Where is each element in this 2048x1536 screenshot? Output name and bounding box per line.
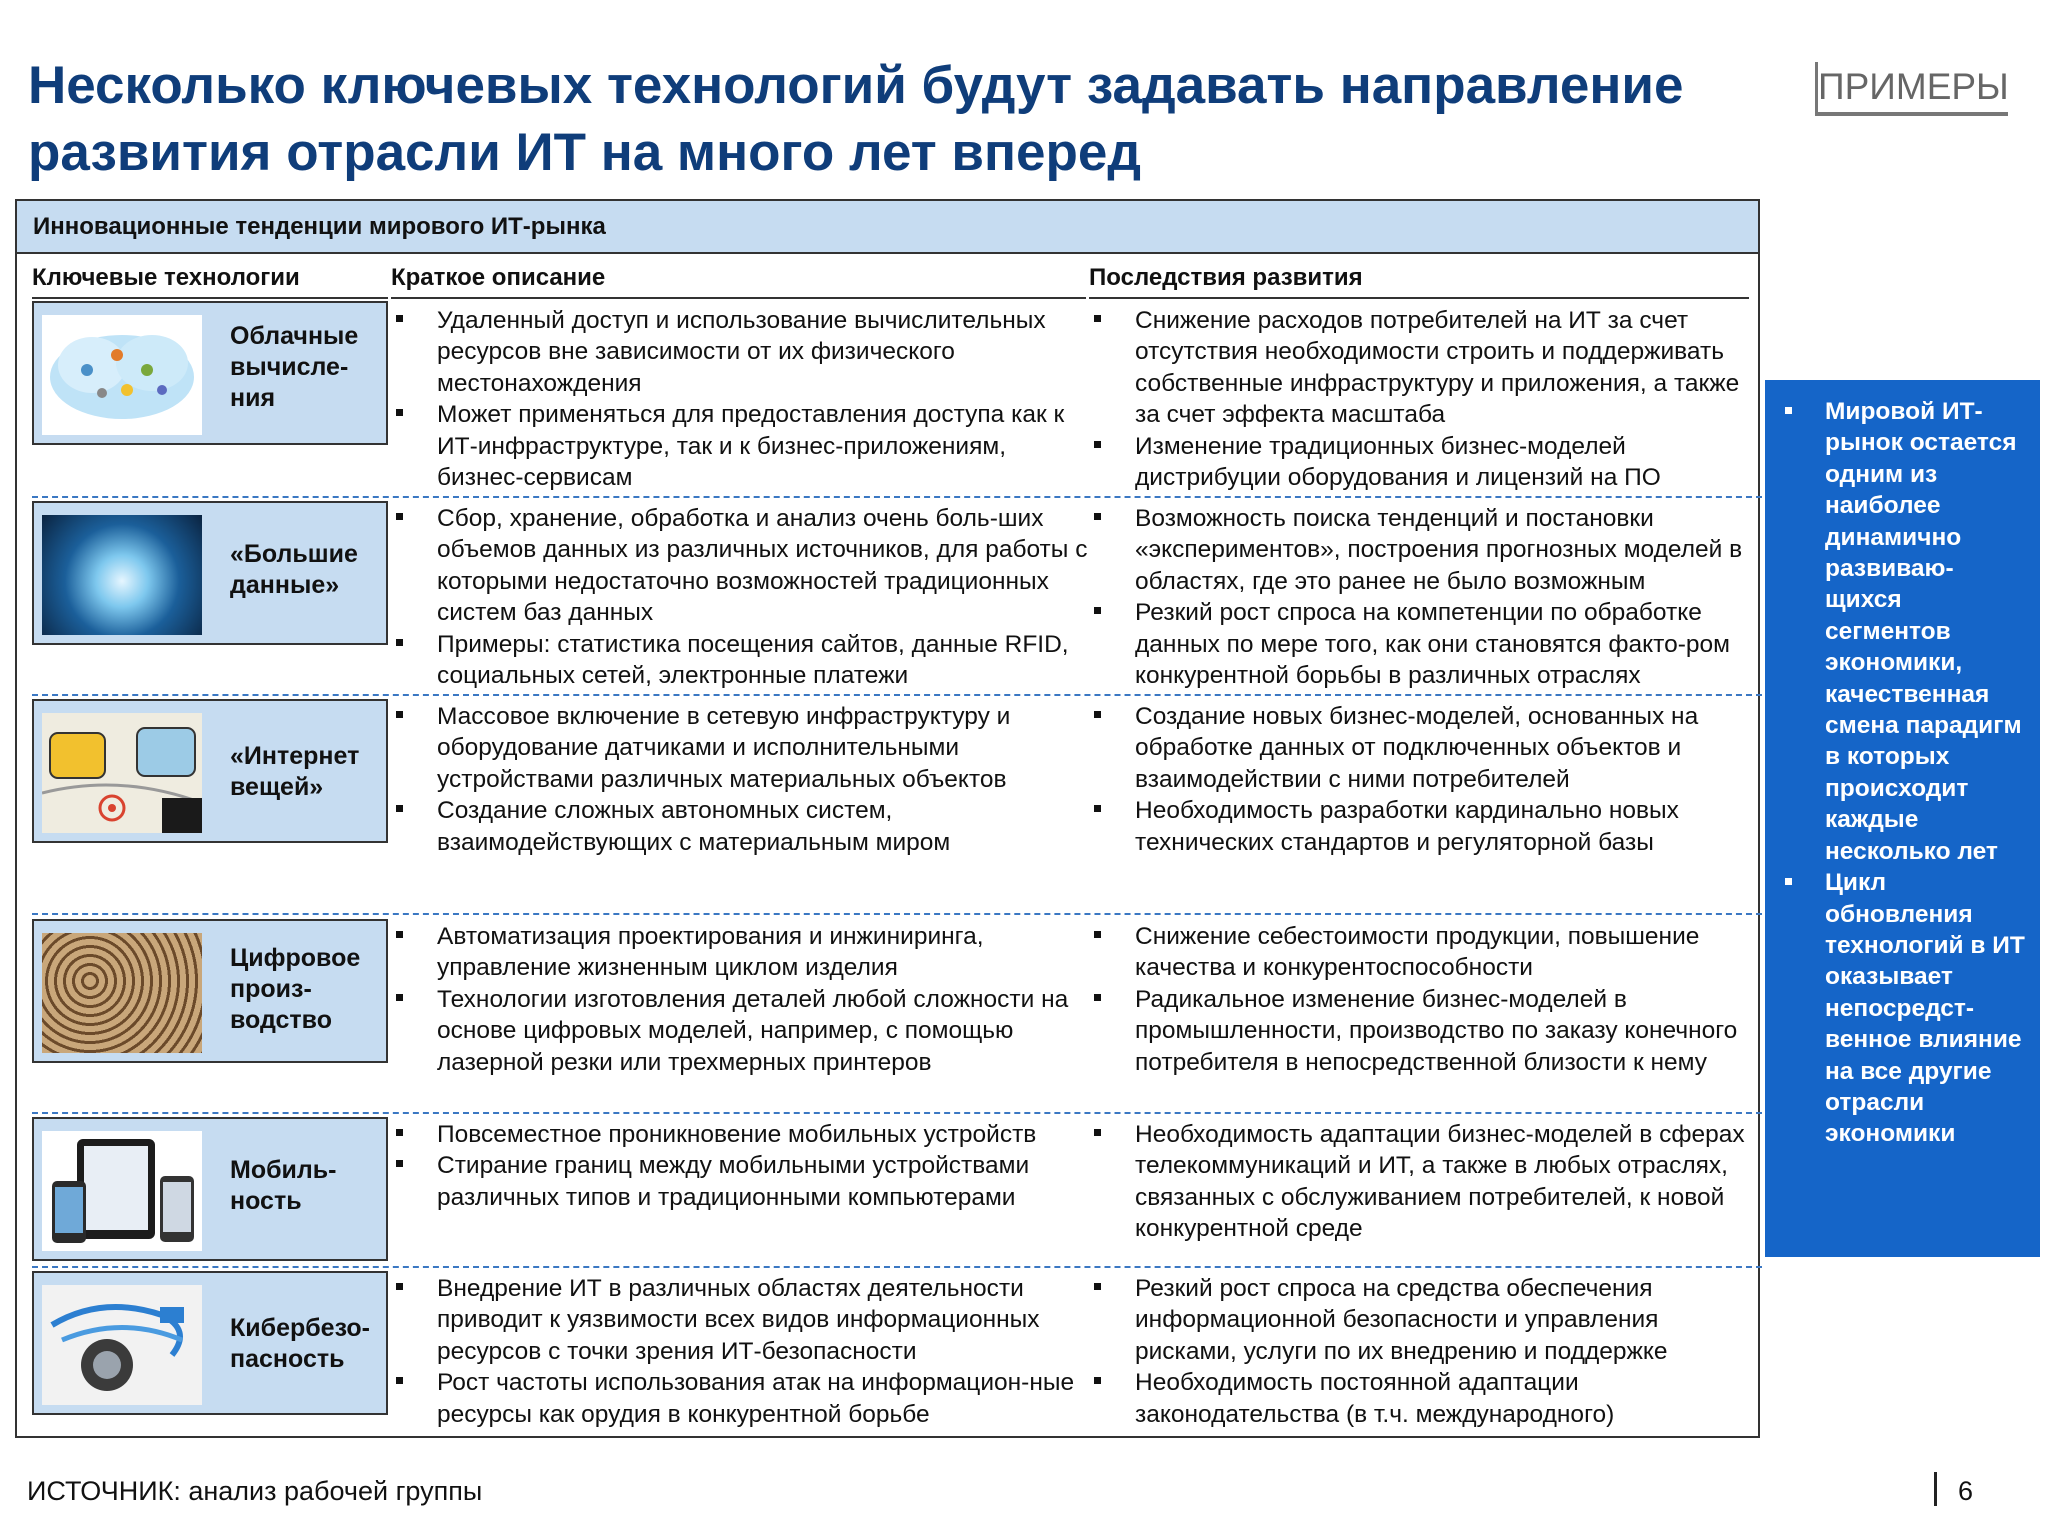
- page-divider: [1934, 1472, 1937, 1506]
- list-item: Стирание границ между мобильными устройствами различных типов и традиционными компьютерами: [392, 1150, 1092, 1213]
- row-separator: [32, 694, 1762, 696]
- tech-card-iot: [32, 699, 388, 843]
- consequences-big-data: [1090, 503, 1762, 691]
- list-item: Резкий рост спроса на средства обеспечения информационной безопасности и управления рисками, услуги по их внедрению и поддержке: [1090, 1273, 1760, 1367]
- list-item: Цикл обновления технологий в ИТ оказывает непосредст-венное влияние на все другие отрасли экономики: [1765, 867, 2030, 1150]
- consequences-iot: [1090, 701, 1760, 858]
- list-item: Радикальное изменение бизнес-моделей в промышленности, производство по заказу конечного потребителя в непосредственной близости к нему: [1090, 984, 1760, 1078]
- list-item: Повсеместное проникновение мобильных устройств: [392, 1119, 1092, 1150]
- description-digital-manufacturing: [392, 921, 1092, 1078]
- page-title: Несколько ключевых технологий будут задавать направление развития отрасли ИТ на много лет вперед: [28, 56, 1684, 182]
- page-number: 6: [1958, 1476, 1974, 1506]
- column-header-consequences: Последствия развития: [1089, 263, 1749, 299]
- tech-name-digital-manufacturing: Цифровое произ-водство: [230, 944, 361, 1034]
- mobility-image: [42, 1131, 202, 1251]
- tech-name-big-data: «Большие данные»: [230, 540, 358, 599]
- tech-card-mobility: [32, 1117, 388, 1261]
- row-separator: [32, 913, 1762, 915]
- list-item: Снижение себестоимости продукции, повышение качества и конкурентоспособности: [1090, 921, 1760, 984]
- row-separator: [32, 496, 1762, 498]
- list-item: Изменение традиционных бизнес-моделей дистрибуции оборудования и лицензий на ПО: [1090, 431, 1760, 494]
- tech-card-cybersecurity: [32, 1271, 388, 1415]
- description-big-data: [392, 503, 1092, 691]
- description-cloud: [392, 305, 1092, 493]
- list-item: Технологии изготовления деталей любой сложности на основе цифровых моделей, например, с помощью лазерной резки или трехмерных принтеров: [392, 984, 1092, 1078]
- list-item: Создание новых бизнес-моделей, основанных на обработке данных от подключенных объектов и взаимодействии с ними потребителей: [1090, 701, 1760, 795]
- row-separator: [32, 1112, 1762, 1114]
- tech-name-mobility: Мобиль-ность: [230, 1156, 337, 1215]
- list-item: Рост частоты использования атак на информацион-ные ресурсы как орудия в конкурентной борьбе: [392, 1367, 1102, 1430]
- list-item: Удаленный доступ и использование вычислительных ресурсов вне зависимости от их физического местонахождения: [392, 305, 1092, 399]
- list-item: Создание сложных автономных систем, взаимодействующих с материальным миром: [392, 795, 1092, 858]
- description-mobility: [392, 1119, 1092, 1213]
- list-item: Может применяться для предоставления доступа как к ИТ-инфраструктуре, так и к бизнес-приложениям, бизнес-сервисам: [392, 399, 1092, 493]
- list-item: Примеры: статистика посещения сайтов, данные RFID, социальных сетей, электронные платежи: [392, 629, 1092, 692]
- list-item: Необходимость постоянной адаптации законодательства (в т.ч. международного): [1090, 1367, 1760, 1430]
- description-cybersecurity: [392, 1273, 1102, 1430]
- internet-of-things-image: [42, 713, 202, 833]
- trends-table: [15, 199, 1760, 1438]
- list-item: Мировой ИТ-рынок остается одним из наиболее динамично развиваю-щихся сегментов экономики, качественная смена парадигм в которых происходит каждые несколько лет: [1765, 396, 2030, 867]
- tech-name-cloud: Облачные вычисле-ния: [230, 322, 359, 412]
- key-takeaways-panel: [1765, 380, 2040, 1257]
- list-item: Автоматизация проектирования и инжиниринга, управление жизненным циклом изделия: [392, 921, 1092, 984]
- description-iot: [392, 701, 1092, 858]
- source-note: ИСТОЧНИК: анализ рабочей группы: [27, 1476, 483, 1506]
- list-item: Массовое включение в сетевую инфраструктуру и оборудование датчиками и исполнительными устройствами различных материальных объектов: [392, 701, 1092, 795]
- big-data-image: [42, 515, 202, 635]
- tech-name-iot: «Интернет вещей»: [230, 742, 360, 801]
- column-header-technologies: Ключевые технологии: [32, 263, 388, 299]
- cloud-computing-image: [42, 315, 202, 435]
- list-item: Сбор, хранение, обработка и анализ очень боль-ших объемов данных из различных источников, для работы с которыми недостаточно возможностей традиционных систем баз данных: [392, 503, 1092, 629]
- column-header-description: Краткое описание: [391, 263, 1086, 299]
- tech-card-big-data: [32, 501, 388, 645]
- tech-card-digital-manufacturing: [32, 919, 388, 1063]
- consequences-cybersecurity: [1090, 1273, 1760, 1430]
- list-item: Необходимость разработки кардинально новых технических стандартов и регуляторной базы: [1090, 795, 1760, 858]
- consequences-mobility: [1090, 1119, 1760, 1245]
- list-item: Внедрение ИТ в различных областях деятельности приводит к уязвимости всех видов информационных ресурсов с точки зрения ИТ-безопасности: [392, 1273, 1102, 1367]
- list-item: Возможность поиска тенденций и постановки «экспериментов», построения прогнозных моделей в областях, где это ранее не было возможным: [1090, 503, 1762, 597]
- tech-card-cloud: [32, 301, 388, 445]
- list-item: Необходимость адаптации бизнес-моделей в сферах телекоммуникаций и ИТ, а также в любых отраслях, связанных с обслуживанием потребителей, к новой конкурентной среде: [1090, 1119, 1760, 1245]
- digital-manufacturing-image: [42, 933, 202, 1053]
- consequences-cloud: [1090, 305, 1760, 493]
- row-separator: [32, 1266, 1762, 1268]
- list-item: Снижение расходов потребителей на ИТ за счет отсутствия необходимости строить и поддерживать собственные инфраструктуру и приложения, а также за счет эффекта масштаба: [1090, 305, 1760, 431]
- list-item: Резкий рост спроса на компетенции по обработке данных по мере того, как они становятся факто-ром конкурентной борьбы в различных отраслях: [1090, 597, 1762, 691]
- table-header: Инновационные тенденции мирового ИТ-рынка: [17, 201, 1758, 254]
- consequences-digital-manufacturing: [1090, 921, 1760, 1078]
- cybersecurity-image: [42, 1285, 202, 1405]
- tech-name-cybersecurity: Кибербезо-пасность: [230, 1314, 370, 1373]
- examples-tag: ПРИМЕРЫ: [1815, 62, 2008, 116]
